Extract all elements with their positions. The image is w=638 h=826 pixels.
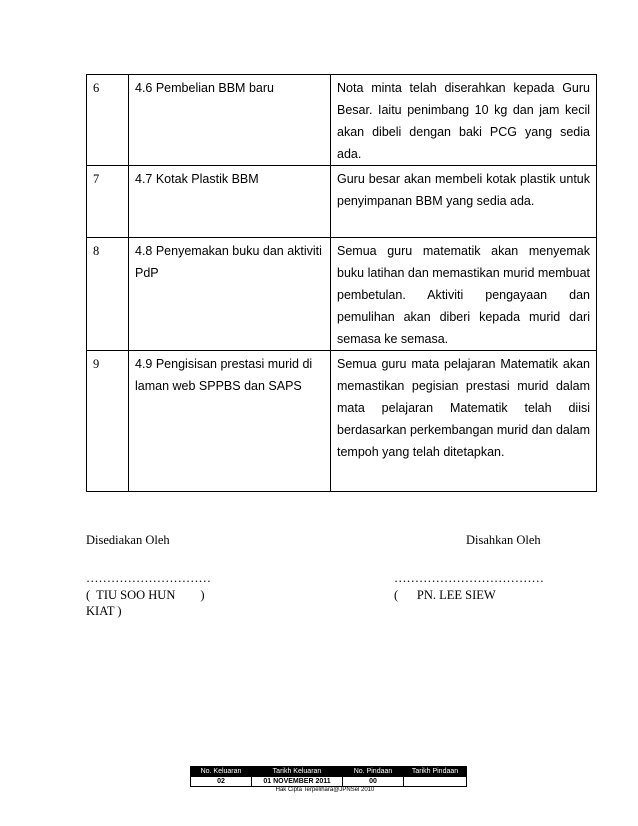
footer-header: No. Keluaran	[191, 767, 252, 777]
row-item: 4.7 Kotak Plastik BBM	[129, 166, 331, 238]
row-item: 4.6 Pembelian BBM baru	[129, 75, 331, 166]
copyright-notice: Hak Cipta Terpelihara@JPNSel 2010	[275, 787, 375, 793]
row-item: 4.9 Pengisisan prestasi murid di laman web SPPBS dan SAPS	[129, 351, 331, 492]
row-remark: Nota minta telah diserahkan kepada Guru Besar. Iaitu penimbang 10 kg dan jam kecil akan dibeli dengan baki PCG yang sedia ada.	[331, 75, 597, 166]
row-remark: Guru besar akan membeli kotak plastik untuk penyimpanan BBM yang sedia ada.	[331, 166, 597, 238]
table-row	[87, 238, 597, 351]
row-number: 9	[87, 351, 129, 492]
prepared-by-signature-line: …………………………	[86, 571, 211, 585]
table-row	[87, 166, 597, 238]
row-number: 6	[87, 75, 129, 166]
approved-by-name: ( PN. LEE SIEW	[394, 588, 496, 602]
footer-value: 02	[191, 777, 252, 787]
prepared-by-name: ( TIU SOO HUN )	[86, 588, 205, 602]
prepared-by-label: Disediakan Oleh	[86, 533, 170, 547]
footer-value	[404, 777, 467, 787]
row-remark: Semua guru mata pelajaran Matematik akan memastikan pegisian prestasi murid dalam mata pelajaran Matematik telah diisi berdasarkan perkembangan murid dan dalam tempoh yang telah ditetapkan.	[331, 351, 597, 492]
row-remark: Semua guru matematik akan menyemak buku latihan dan memastikan murid membuat pembetulan. Aktiviti pengayaan dan pemulihan akan diberi kepada murid dari semasa ke semasa.	[331, 238, 597, 351]
footer-header: Tarikh Keluaran	[252, 767, 343, 777]
approved-by-label: Disahkan Oleh	[466, 533, 541, 547]
prepared-by-name-cont: KIAT )	[86, 604, 122, 618]
footer-value: 00	[343, 777, 404, 787]
table-row	[87, 75, 597, 166]
row-item: 4.8 Penyemakan buku dan aktiviti PdP	[129, 238, 331, 351]
footer-header: Tarikh Pindaan	[404, 767, 467, 777]
row-number: 8	[87, 238, 129, 351]
approved-by-signature-line: ………………………………	[394, 571, 544, 585]
document-info-table	[190, 766, 467, 787]
footer-value: 01 NOVEMBER 2011	[252, 777, 343, 787]
row-number: 7	[87, 166, 129, 238]
footer-header: No. Pindaan	[343, 767, 404, 777]
table-row	[87, 351, 597, 492]
action-table	[86, 74, 597, 492]
